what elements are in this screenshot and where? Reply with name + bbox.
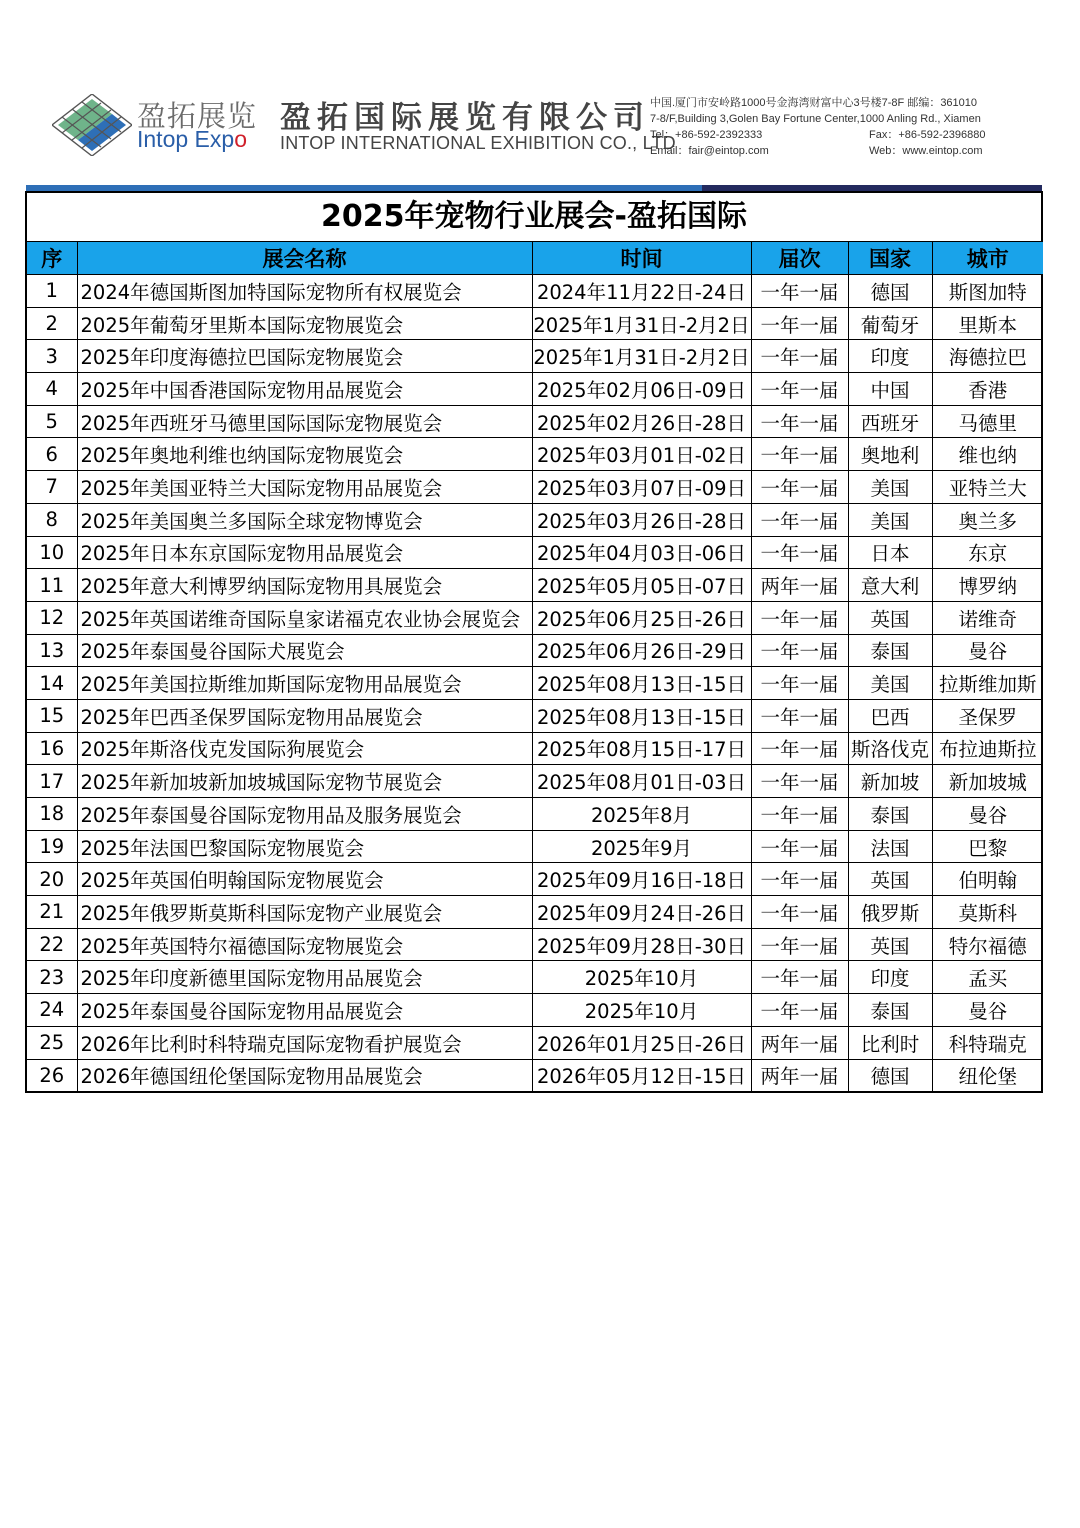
cell-edition: 一年一届 [751, 732, 848, 765]
cell-no: 7 [27, 471, 77, 504]
column-header-time: 时间 [532, 242, 751, 275]
cell-time: 2025年09月24日-26日 [532, 896, 751, 929]
cell-no: 13 [27, 634, 77, 667]
cell-city: 博罗纳 [932, 569, 1043, 602]
cell-name: 2025年美国亚特兰大国际宠物用品展览会 [77, 471, 532, 504]
cell-time: 2025年04月03日-06日 [532, 536, 751, 569]
logo-chinese-name: 盈拓展览 [137, 99, 258, 133]
cell-edition: 一年一届 [751, 928, 848, 961]
cell-no: 6 [27, 438, 77, 471]
cell-city: 伯明翰 [932, 863, 1043, 896]
table-row [27, 569, 1043, 602]
cell-country: 奥地利 [848, 438, 932, 471]
cell-country: 俄罗斯 [848, 896, 932, 929]
cell-edition: 一年一届 [751, 601, 848, 634]
cell-name: 2025年意大利博罗纳国际宠物用具展览会 [77, 569, 532, 602]
table-row [27, 601, 1043, 634]
cell-country: 泰国 [848, 994, 932, 1027]
cell-country: 印度 [848, 340, 932, 373]
cell-country: 葡萄牙 [848, 307, 932, 340]
cell-city: 维也纳 [932, 438, 1043, 471]
sheet-title: 2025年宠物行业展会-盈拓国际 [27, 193, 1041, 242]
cell-no: 26 [27, 1059, 77, 1092]
table-row [27, 928, 1043, 961]
cell-city: 科特瑞克 [932, 1026, 1043, 1059]
cell-name: 2026年比利时科特瑞克国际宠物看护展览会 [77, 1026, 532, 1059]
table-row [27, 307, 1043, 340]
cell-city: 巴黎 [932, 830, 1043, 863]
table-row [27, 373, 1043, 406]
cell-country: 中国 [848, 373, 932, 406]
column-header-edition: 届次 [751, 242, 848, 275]
table-row [27, 667, 1043, 700]
table-row [27, 798, 1043, 831]
letterhead [0, 0, 1080, 190]
cell-time: 2025年8月 [532, 798, 751, 831]
intop-logo-icon [52, 94, 132, 156]
cell-time: 2025年09月16日-18日 [532, 863, 751, 896]
contact-block [650, 95, 995, 159]
cell-city: 曼谷 [932, 994, 1043, 1027]
cell-country: 意大利 [848, 569, 932, 602]
cell-name: 2025年奥地利维也纳国际宠物展览会 [77, 438, 532, 471]
cell-edition: 一年一届 [751, 699, 848, 732]
cell-country: 巴西 [848, 699, 932, 732]
cell-time: 2025年03月07日-09日 [532, 471, 751, 504]
cell-country: 美国 [848, 667, 932, 700]
exhibition-table [27, 242, 1043, 1093]
cell-name: 2025年印度海德拉巴国际宠物展览会 [77, 340, 532, 373]
cell-country: 英国 [848, 863, 932, 896]
company-english-name: INTOP INTERNATIONAL EXHIBITION CO., LTD [280, 133, 676, 153]
cell-no: 18 [27, 798, 77, 831]
cell-no: 17 [27, 765, 77, 798]
cell-country: 泰国 [848, 634, 932, 667]
cell-time: 2025年08月13日-15日 [532, 699, 751, 732]
cell-city: 曼谷 [932, 798, 1043, 831]
cell-city: 圣保罗 [932, 699, 1043, 732]
column-header-no: 序 [27, 242, 77, 275]
cell-city: 香港 [932, 373, 1043, 406]
cell-name: 2025年英国特尔福德国际宠物展览会 [77, 928, 532, 961]
company-chinese-name: 盈拓国际展览有限公司 [280, 100, 650, 136]
cell-country: 日本 [848, 536, 932, 569]
cell-name: 2025年美国拉斯维加斯国际宠物用品展览会 [77, 667, 532, 700]
cell-name: 2025年英国诺维奇国际皇家诺福克农业协会展览会 [77, 601, 532, 634]
cell-name: 2024年德国斯图加特国际宠物所有权展览会 [77, 275, 532, 308]
cell-country: 法国 [848, 830, 932, 863]
cell-no: 24 [27, 994, 77, 1027]
cell-no: 8 [27, 503, 77, 536]
cell-edition: 一年一届 [751, 961, 848, 994]
cell-city: 奥兰多 [932, 503, 1043, 536]
cell-edition: 一年一届 [751, 863, 848, 896]
cell-country: 泰国 [848, 798, 932, 831]
cell-time: 2025年10月 [532, 994, 751, 1027]
exhibition-schedule-sheet [25, 191, 1043, 1093]
address-chinese: 中国.厦门市安岭路1000号金海湾财富中心3号楼7-8F 邮编：361010 [650, 97, 978, 109]
address-english: 7-8/F,Building 3,Golen Bay Fortune Center,1000 Anling Rd., Xiamen [650, 113, 981, 125]
cell-edition: 两年一届 [751, 1026, 848, 1059]
email-link[interactable]: Email：fair@eintop.com [650, 145, 769, 157]
cell-edition: 一年一届 [751, 830, 848, 863]
table-row [27, 438, 1043, 471]
cell-city: 曼谷 [932, 634, 1043, 667]
cell-time: 2025年10月 [532, 961, 751, 994]
cell-edition: 一年一届 [751, 438, 848, 471]
table-row [27, 503, 1043, 536]
cell-edition: 一年一届 [751, 765, 848, 798]
fax: Fax：+86-592-2396880 [869, 129, 986, 141]
cell-country: 德国 [848, 1059, 932, 1092]
column-header-name: 展会名称 [77, 242, 532, 275]
table-row [27, 634, 1043, 667]
cell-country: 英国 [848, 928, 932, 961]
table-row [27, 699, 1043, 732]
logo-english-name: Intop Expo [137, 126, 247, 152]
cell-edition: 两年一届 [751, 569, 848, 602]
cell-country: 印度 [848, 961, 932, 994]
cell-time: 2025年05月05日-07日 [532, 569, 751, 602]
cell-city: 亚特兰大 [932, 471, 1043, 504]
cell-name: 2025年泰国曼谷国际宠物用品及服务展览会 [77, 798, 532, 831]
cell-time: 2025年03月01日-02日 [532, 438, 751, 471]
cell-time: 2025年1月31日-2月2日 [532, 307, 751, 340]
table-row [27, 536, 1043, 569]
cell-city: 东京 [932, 536, 1043, 569]
cell-edition: 一年一届 [751, 373, 848, 406]
cell-no: 5 [27, 405, 77, 438]
telephone: Tel：+86-592-2392333 [650, 129, 763, 141]
cell-no: 19 [27, 830, 77, 863]
cell-edition: 一年一届 [751, 634, 848, 667]
table-row [27, 340, 1043, 373]
table-row [27, 863, 1043, 896]
cell-time: 2025年08月13日-15日 [532, 667, 751, 700]
table-row [27, 765, 1043, 798]
cell-no: 12 [27, 601, 77, 634]
cell-city: 诺维奇 [932, 601, 1043, 634]
cell-name: 2025年美国奥兰多国际全球宠物博览会 [77, 503, 532, 536]
cell-edition: 两年一届 [751, 1059, 848, 1092]
cell-edition: 一年一届 [751, 536, 848, 569]
cell-time: 2025年02月06日-09日 [532, 373, 751, 406]
cell-city: 海德拉巴 [932, 340, 1043, 373]
cell-no: 4 [27, 373, 77, 406]
cell-time: 2025年06月26日-29日 [532, 634, 751, 667]
cell-time: 2026年05月12日-15日 [532, 1059, 751, 1092]
table-row [27, 994, 1043, 1027]
cell-name: 2025年印度新德里国际宠物用品展览会 [77, 961, 532, 994]
cell-time: 2025年9月 [532, 830, 751, 863]
column-header-country: 国家 [848, 242, 932, 275]
cell-city: 莫斯科 [932, 896, 1043, 929]
cell-name: 2025年英国伯明翰国际宠物展览会 [77, 863, 532, 896]
cell-edition: 一年一届 [751, 275, 848, 308]
cell-city: 里斯本 [932, 307, 1043, 340]
cell-country: 美国 [848, 471, 932, 504]
cell-no: 14 [27, 667, 77, 700]
cell-edition: 一年一届 [751, 405, 848, 438]
cell-no: 16 [27, 732, 77, 765]
table-row [27, 1059, 1043, 1092]
cell-city: 斯图加特 [932, 275, 1043, 308]
cell-time: 2025年09月28日-30日 [532, 928, 751, 961]
cell-country: 斯洛伐克 [848, 732, 932, 765]
cell-no: 21 [27, 896, 77, 929]
table-header-row [27, 242, 1043, 275]
website-link[interactable]: Web：www.eintop.com [869, 145, 983, 157]
cell-city: 拉斯维加斯 [932, 667, 1043, 700]
cell-time: 2025年02月26日-28日 [532, 405, 751, 438]
cell-time: 2025年06月25日-26日 [532, 601, 751, 634]
table-row [27, 830, 1043, 863]
cell-edition: 一年一届 [751, 667, 848, 700]
cell-time: 2025年03月26日-28日 [532, 503, 751, 536]
cell-country: 德国 [848, 275, 932, 308]
cell-no: 10 [27, 536, 77, 569]
cell-no: 1 [27, 275, 77, 308]
cell-time: 2025年08月01日-03日 [532, 765, 751, 798]
cell-name: 2025年斯洛伐克发国际狗展览会 [77, 732, 532, 765]
cell-no: 20 [27, 863, 77, 896]
cell-city: 纽伦堡 [932, 1059, 1043, 1092]
cell-name: 2025年葡萄牙里斯本国际宠物展览会 [77, 307, 532, 340]
cell-edition: 一年一届 [751, 994, 848, 1027]
cell-no: 23 [27, 961, 77, 994]
cell-name: 2025年西班牙马德里国际国际宠物展览会 [77, 405, 532, 438]
cell-no: 2 [27, 307, 77, 340]
column-header-city: 城市 [932, 242, 1043, 275]
table-row [27, 471, 1043, 504]
cell-city: 马德里 [932, 405, 1043, 438]
cell-name: 2025年巴西圣保罗国际宠物用品展览会 [77, 699, 532, 732]
cell-country: 英国 [848, 601, 932, 634]
cell-time: 2024年11月22日-24日 [532, 275, 751, 308]
cell-edition: 一年一届 [751, 471, 848, 504]
cell-country: 比利时 [848, 1026, 932, 1059]
cell-name: 2025年泰国曼谷国际犬展览会 [77, 634, 532, 667]
table-row [27, 732, 1043, 765]
table-row [27, 405, 1043, 438]
cell-time: 2026年01月25日-26日 [532, 1026, 751, 1059]
cell-name: 2025年日本东京国际宠物用品展览会 [77, 536, 532, 569]
cell-name: 2025年法国巴黎国际宠物展览会 [77, 830, 532, 863]
cell-edition: 一年一届 [751, 503, 848, 536]
cell-country: 西班牙 [848, 405, 932, 438]
cell-no: 15 [27, 699, 77, 732]
table-body [27, 275, 1043, 1093]
cell-name: 2025年泰国曼谷国际宠物用品展览会 [77, 994, 532, 1027]
table-row [27, 275, 1043, 308]
cell-no: 22 [27, 928, 77, 961]
cell-name: 2025年中国香港国际宠物用品展览会 [77, 373, 532, 406]
cell-city: 孟买 [932, 961, 1043, 994]
table-row [27, 961, 1043, 994]
cell-edition: 一年一届 [751, 340, 848, 373]
table-row [27, 1026, 1043, 1059]
cell-country: 新加坡 [848, 765, 932, 798]
cell-city: 新加坡城 [932, 765, 1043, 798]
cell-time: 2025年08月15日-17日 [532, 732, 751, 765]
cell-edition: 一年一届 [751, 798, 848, 831]
cell-no: 11 [27, 569, 77, 602]
cell-city: 特尔福德 [932, 928, 1043, 961]
cell-name: 2025年俄罗斯莫斯科国际宠物产业展览会 [77, 896, 532, 929]
cell-country: 美国 [848, 503, 932, 536]
cell-time: 2025年1月31日-2月2日 [532, 340, 751, 373]
cell-name: 2026年德国纽伦堡国际宠物用品展览会 [77, 1059, 532, 1092]
cell-edition: 一年一届 [751, 307, 848, 340]
cell-no: 3 [27, 340, 77, 373]
table-row [27, 896, 1043, 929]
cell-no: 25 [27, 1026, 77, 1059]
cell-city: 布拉迪斯拉 [932, 732, 1043, 765]
cell-edition: 一年一届 [751, 896, 848, 929]
cell-name: 2025年新加坡新加坡城国际宠物节展览会 [77, 765, 532, 798]
